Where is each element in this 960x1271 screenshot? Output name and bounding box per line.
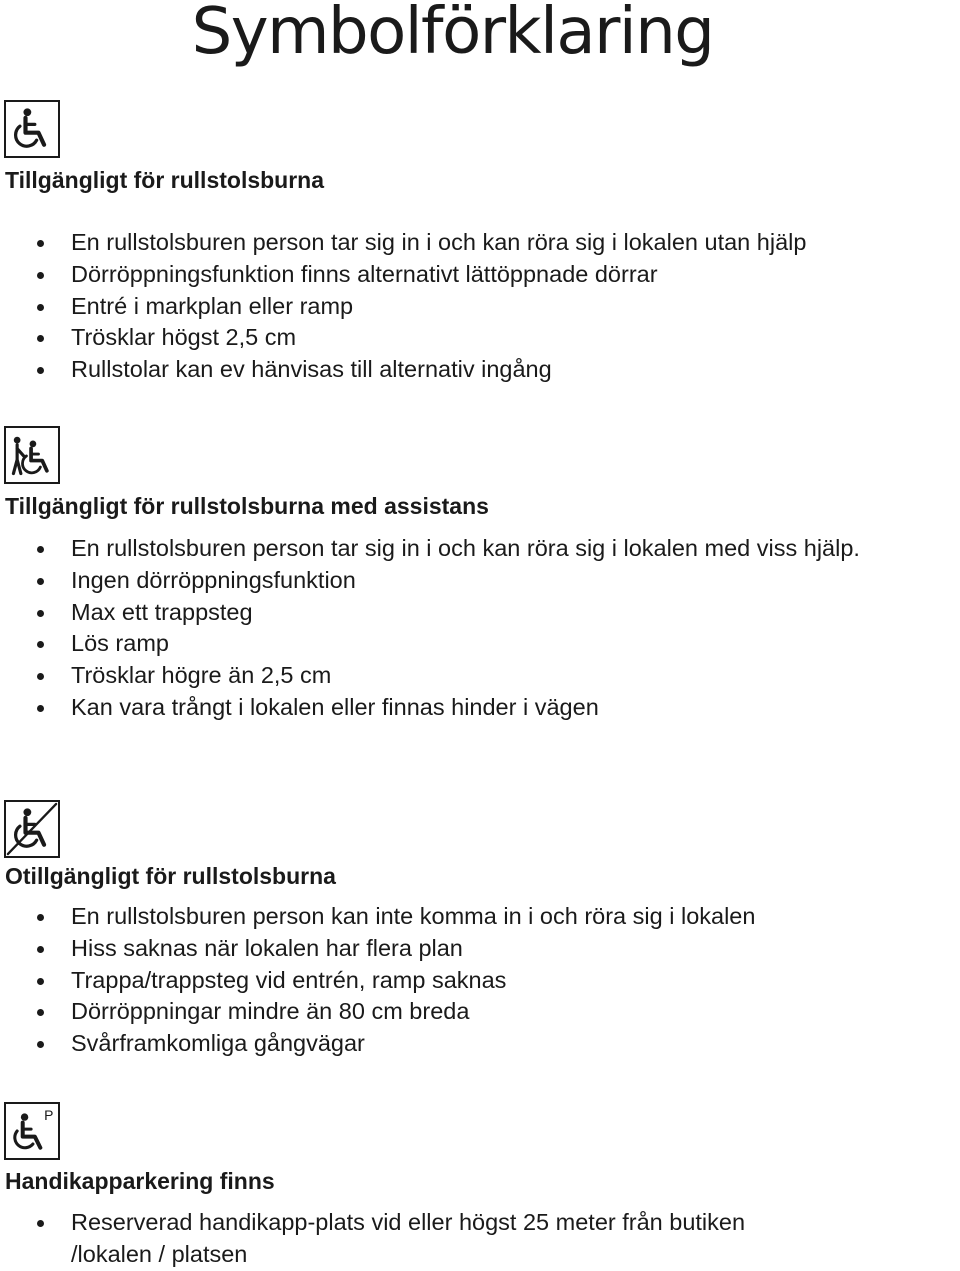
list-item	[0, 1207, 960, 1271]
list-item: Kan vara trångt i lokalen eller finnas hinder i vägen	[0, 692, 960, 724]
list-item-text: Reserverad handikapp-plats vid eller högst 25 meter från butiken /lokalen / platsen	[71, 1209, 746, 1267]
list-item: Max ett trappsteg	[0, 597, 960, 629]
bullet-list	[0, 901, 960, 1060]
list-item: Trösklar högre än 2,5 cm	[0, 660, 960, 692]
bullet-list	[0, 1207, 960, 1271]
parking-letter: P	[44, 1106, 54, 1123]
list-item: En rullstolsburen person tar sig in i och kan röra sig i lokalen utan hjälp	[0, 227, 960, 259]
list-item: Rullstolar kan ev hänvisas till alternativ ingång	[0, 354, 960, 386]
list-item: Svårframkomliga gångvägar	[0, 1028, 960, 1060]
list-item: Entré i markplan eller ramp	[0, 291, 960, 323]
bullet-list	[0, 533, 960, 724]
list-item: Lös ramp	[0, 628, 960, 660]
section-heading: Tillgängligt för rullstolsburna med assistans	[5, 493, 489, 519]
list-item: Ingen dörröppningsfunktion	[0, 565, 960, 597]
list-item: Trösklar högst 2,5 cm	[0, 322, 960, 354]
list-item: Dörröppningsfunktion finns alternativt lättöppnade dörrar	[0, 259, 960, 291]
section-heading: Handikapparkering finns	[5, 1168, 275, 1194]
list-item: Dörröppningar mindre än 80 cm breda	[0, 996, 960, 1028]
page-title: Symbolförklaring	[191, 0, 714, 69]
list-item: Trappa/trappsteg vid entrén, ramp saknas	[0, 965, 960, 997]
wheelchair-icon	[4, 100, 60, 158]
section-heading: Otillgängligt för rullstolsburna	[5, 863, 336, 889]
wheelchair-crossed-icon	[4, 800, 60, 858]
list-item: En rullstolsburen person tar sig in i och kan röra sig i lokalen med viss hjälp.	[0, 533, 960, 565]
wheelchair-assistance-icon	[4, 426, 60, 484]
bullet-list	[0, 227, 960, 386]
section-heading: Tillgängligt för rullstolsburna	[5, 167, 325, 193]
list-item: Hiss saknas när lokalen har flera plan	[0, 933, 960, 965]
wheelchair-parking-icon	[4, 1102, 60, 1160]
list-item: En rullstolsburen person kan inte komma in i och röra sig i lokalen	[0, 901, 960, 933]
